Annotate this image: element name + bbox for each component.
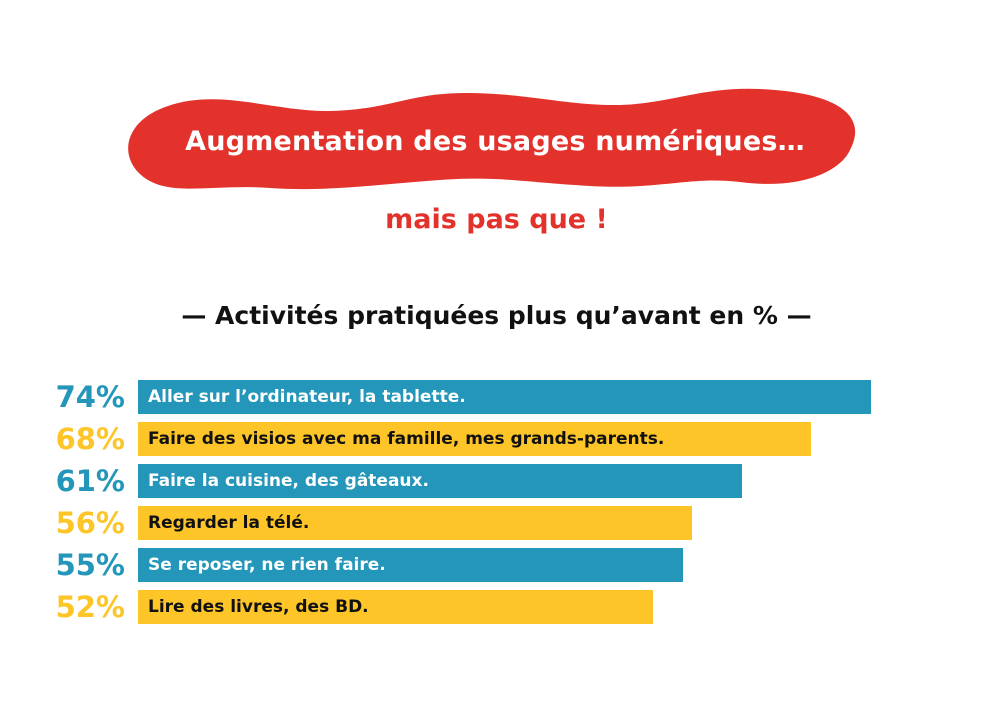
bar-value-label: 61%	[55, 464, 125, 498]
bar-category-label: Faire la cuisine, des gâteaux.	[148, 471, 429, 491]
subtitle: mais pas que !	[385, 204, 608, 235]
bar-value-label: 74%	[55, 380, 125, 414]
bar-category-label: Se reposer, ne rien faire.	[148, 555, 386, 575]
bar	[138, 590, 653, 624]
bar	[138, 548, 683, 582]
bar	[138, 380, 871, 414]
bar-category-label: Aller sur l’ordinateur, la tablette.	[148, 387, 466, 407]
bar	[138, 464, 742, 498]
bar-value-label: 52%	[55, 590, 125, 624]
bar-value-label: 56%	[55, 506, 125, 540]
bar-value-label: 55%	[55, 548, 125, 582]
bar	[138, 506, 692, 540]
bar-category-label: Lire des livres, des BD.	[148, 597, 369, 617]
bar-category-label: Faire des visios avec ma famille, mes grands-parents.	[148, 429, 665, 449]
bar	[138, 422, 811, 456]
bar-category-label: Regarder la télé.	[148, 513, 310, 533]
main-title: Augmentation des usages numériques…	[185, 126, 805, 157]
chart-title: — Activités pratiquées plus qu’avant en % —	[181, 301, 812, 330]
bar-value-label: 68%	[55, 422, 125, 456]
